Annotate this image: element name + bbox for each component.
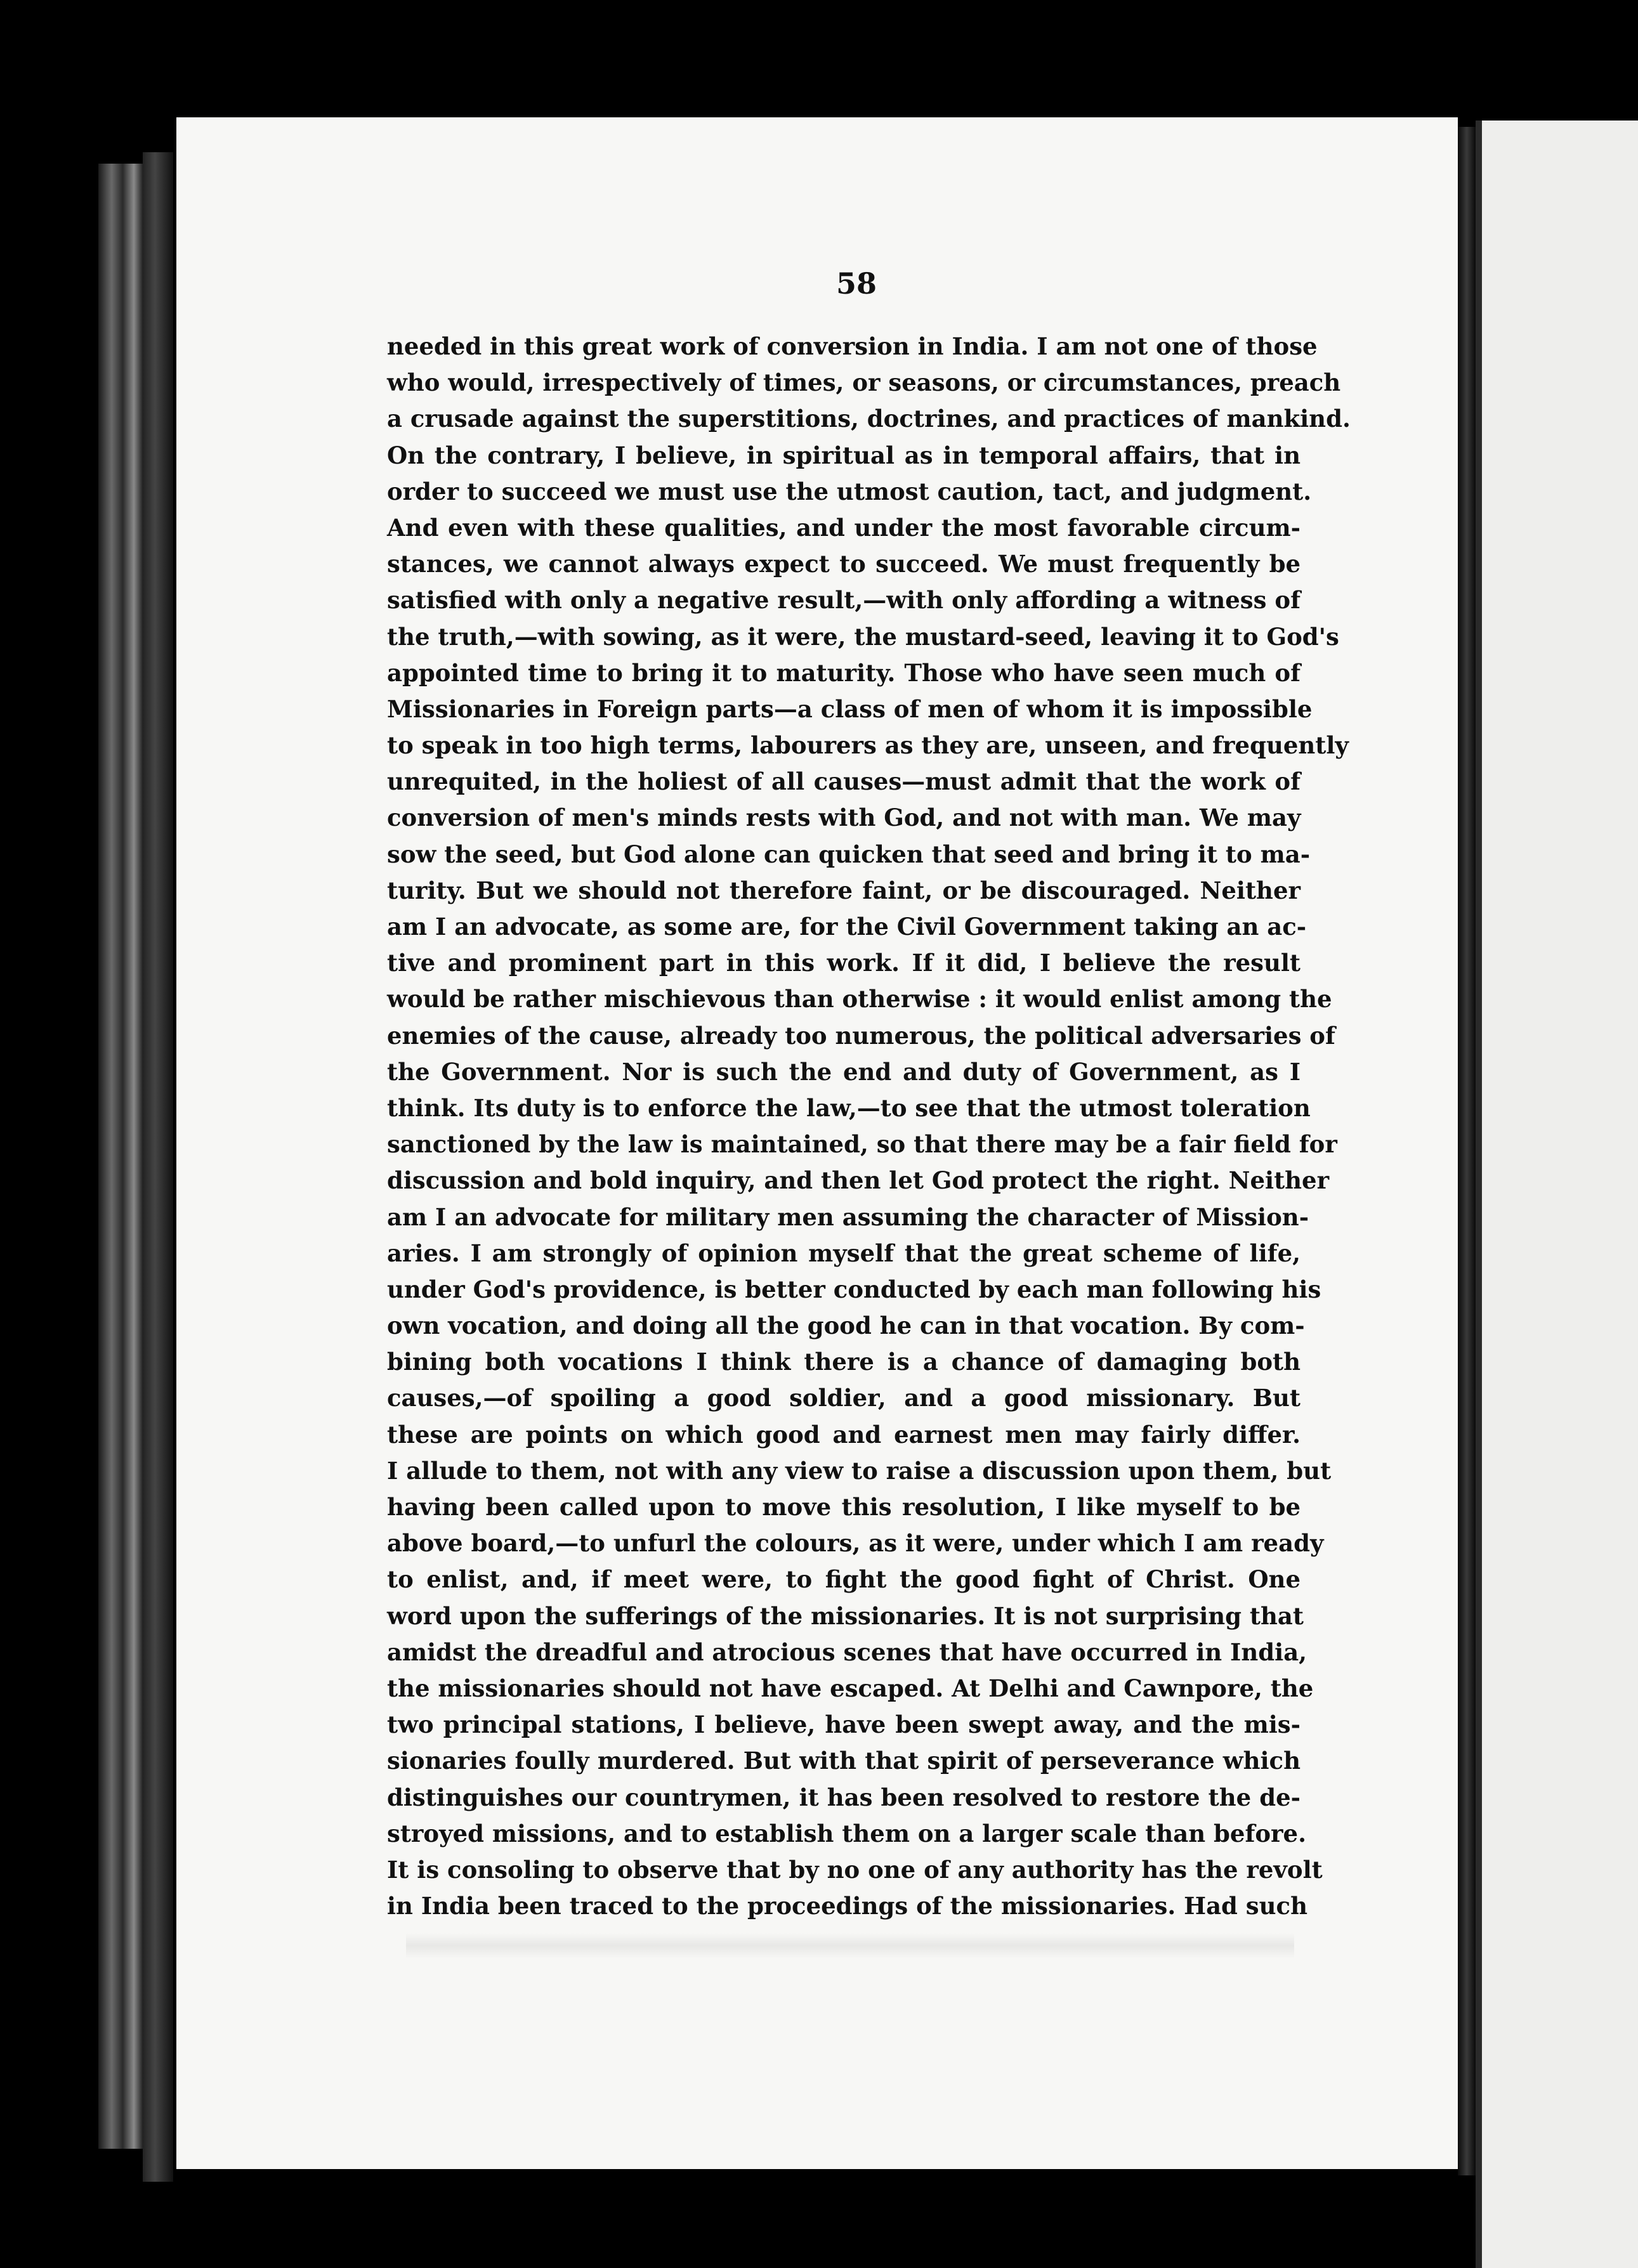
text-line: word upon the sufferings of the missionaries. It is not surprising that [387, 1601, 1304, 1630]
text-line: am I an advocate, as some are, for the Civil Government taking an ac- [387, 913, 1307, 941]
text-line: It is consoling to observe that by no one of any authority has the revolt [387, 1855, 1323, 1884]
text-line: turity. But we should not therefore faint, or be discouraged. Neither [387, 876, 1301, 904]
text-line: stroyed missions, and to establish them on a larger scale than before. [387, 1819, 1306, 1848]
text-line: order to succeed we must use the utmost caution, tact, and judgment. [387, 477, 1312, 505]
text-line: And even with these qualities, and under the most favorable circum- [387, 513, 1301, 542]
page-number: 58 [835, 266, 877, 301]
text-line: sionaries foully murdered. But with that spirit of perseverance which [387, 1747, 1301, 1775]
text-line: above board,—to unfurl the colours, as it were, under which I am ready [387, 1529, 1324, 1558]
text-line: to speak in too high terms, labourers as they are, unseen, and frequently [387, 731, 1349, 760]
text-line: satisfied with only a negative result,—with only affording a witness of [387, 586, 1301, 615]
text-line: On the contrary, I believe, in spiritual as in temporal affairs, that in [387, 441, 1301, 469]
text-line: the Government. Nor is such the end and duty of Government, as I [387, 1057, 1301, 1086]
text-line: Missionaries in Foreign parts—a class of men of whom it is impossible [387, 694, 1313, 723]
text-line: think. Its duty is to enforce the law,—to see that the utmost toleration [387, 1093, 1311, 1122]
text-line: a crusade against the superstitions, doctrines, and practices of mankind. [387, 405, 1351, 433]
text-line: the truth,—with sowing, as it were, the mustard-seed, leaving it to God's [387, 622, 1339, 651]
text-line: the missionaries should not have escaped. At Delhi and Cawnpore, the [387, 1674, 1314, 1702]
text-line: discussion and bold inquiry, and then let God protect the right. Neither [387, 1166, 1330, 1195]
text-line: in India been traced to the proceedings of the missionaries. Had such [387, 1892, 1307, 1920]
text-line: conversion of men's minds rests with God, and not with man. We may [387, 804, 1301, 832]
text-line: under God's providence, is better conducted by each man following his [387, 1275, 1321, 1303]
text-line: tive and prominent part in this work. If it did, I believe the result [387, 949, 1301, 977]
text-line: these are points on which good and earnest men may fairly differ. [387, 1420, 1301, 1449]
text-line: would be rather mischievous than otherwise : it would enlist among the [387, 985, 1332, 1013]
text-line: sow the seed, but God alone can quicken that seed and bring it to ma- [387, 840, 1311, 868]
text-line: who would, irrespectively of times, or seasons, or circumstances, preach [387, 368, 1341, 397]
text-line: two principal stations, I believe, have been swept away, and the mis- [387, 1711, 1301, 1739]
book-binding-edge [98, 164, 143, 2149]
text-line: needed in this great work of conversion in India. I am not one of those [387, 332, 1318, 360]
body-text [387, 329, 1351, 1924]
text-line: stances, we cannot always expect to succeed. We must frequently be [387, 550, 1301, 578]
text-line: having been called upon to move this resolution, I like myself to be [387, 1493, 1301, 1521]
text-line: sanctioned by the law is maintained, so that there may be a fair field for [387, 1130, 1337, 1159]
facing-page [1476, 121, 1638, 2268]
bleed-through [406, 1933, 1294, 1958]
facing-page-edge [1476, 121, 1482, 2268]
book-binding-shadow [143, 152, 173, 2182]
page-gutter [1458, 127, 1476, 2175]
text-line: causes,—of spoiling a good soldier, and a good missionary. But [387, 1384, 1301, 1412]
text-line: enemies of the cause, already too numerous, the political adversaries of [387, 1021, 1335, 1050]
text-line: am I an advocate for military men assuming the character of Mission- [387, 1202, 1309, 1231]
text-line: I allude to them, not with any view to raise a discussion upon them, but [387, 1456, 1332, 1485]
text-line: own vocation, and doing all the good he can in that vocation. By com- [387, 1312, 1305, 1340]
text-line: appointed time to bring it to maturity. Those who have seen much of [387, 658, 1301, 687]
text-line: to enlist, and, if meet were, to fight the good fight of Christ. One [387, 1565, 1301, 1594]
text-line: aries. I am strongly of opinion myself that the great scheme of life, [387, 1239, 1301, 1267]
text-line: amidst the dreadful and atrocious scenes that have occurred in India, [387, 1638, 1307, 1666]
text-line: unrequited, in the holiest of all causes—must admit that the work of [387, 767, 1301, 796]
text-line: bining both vocations I think there is a chance of damaging both [387, 1348, 1301, 1376]
text-line: distinguishes our countrymen, it has been resolved to restore the de- [387, 1783, 1301, 1811]
